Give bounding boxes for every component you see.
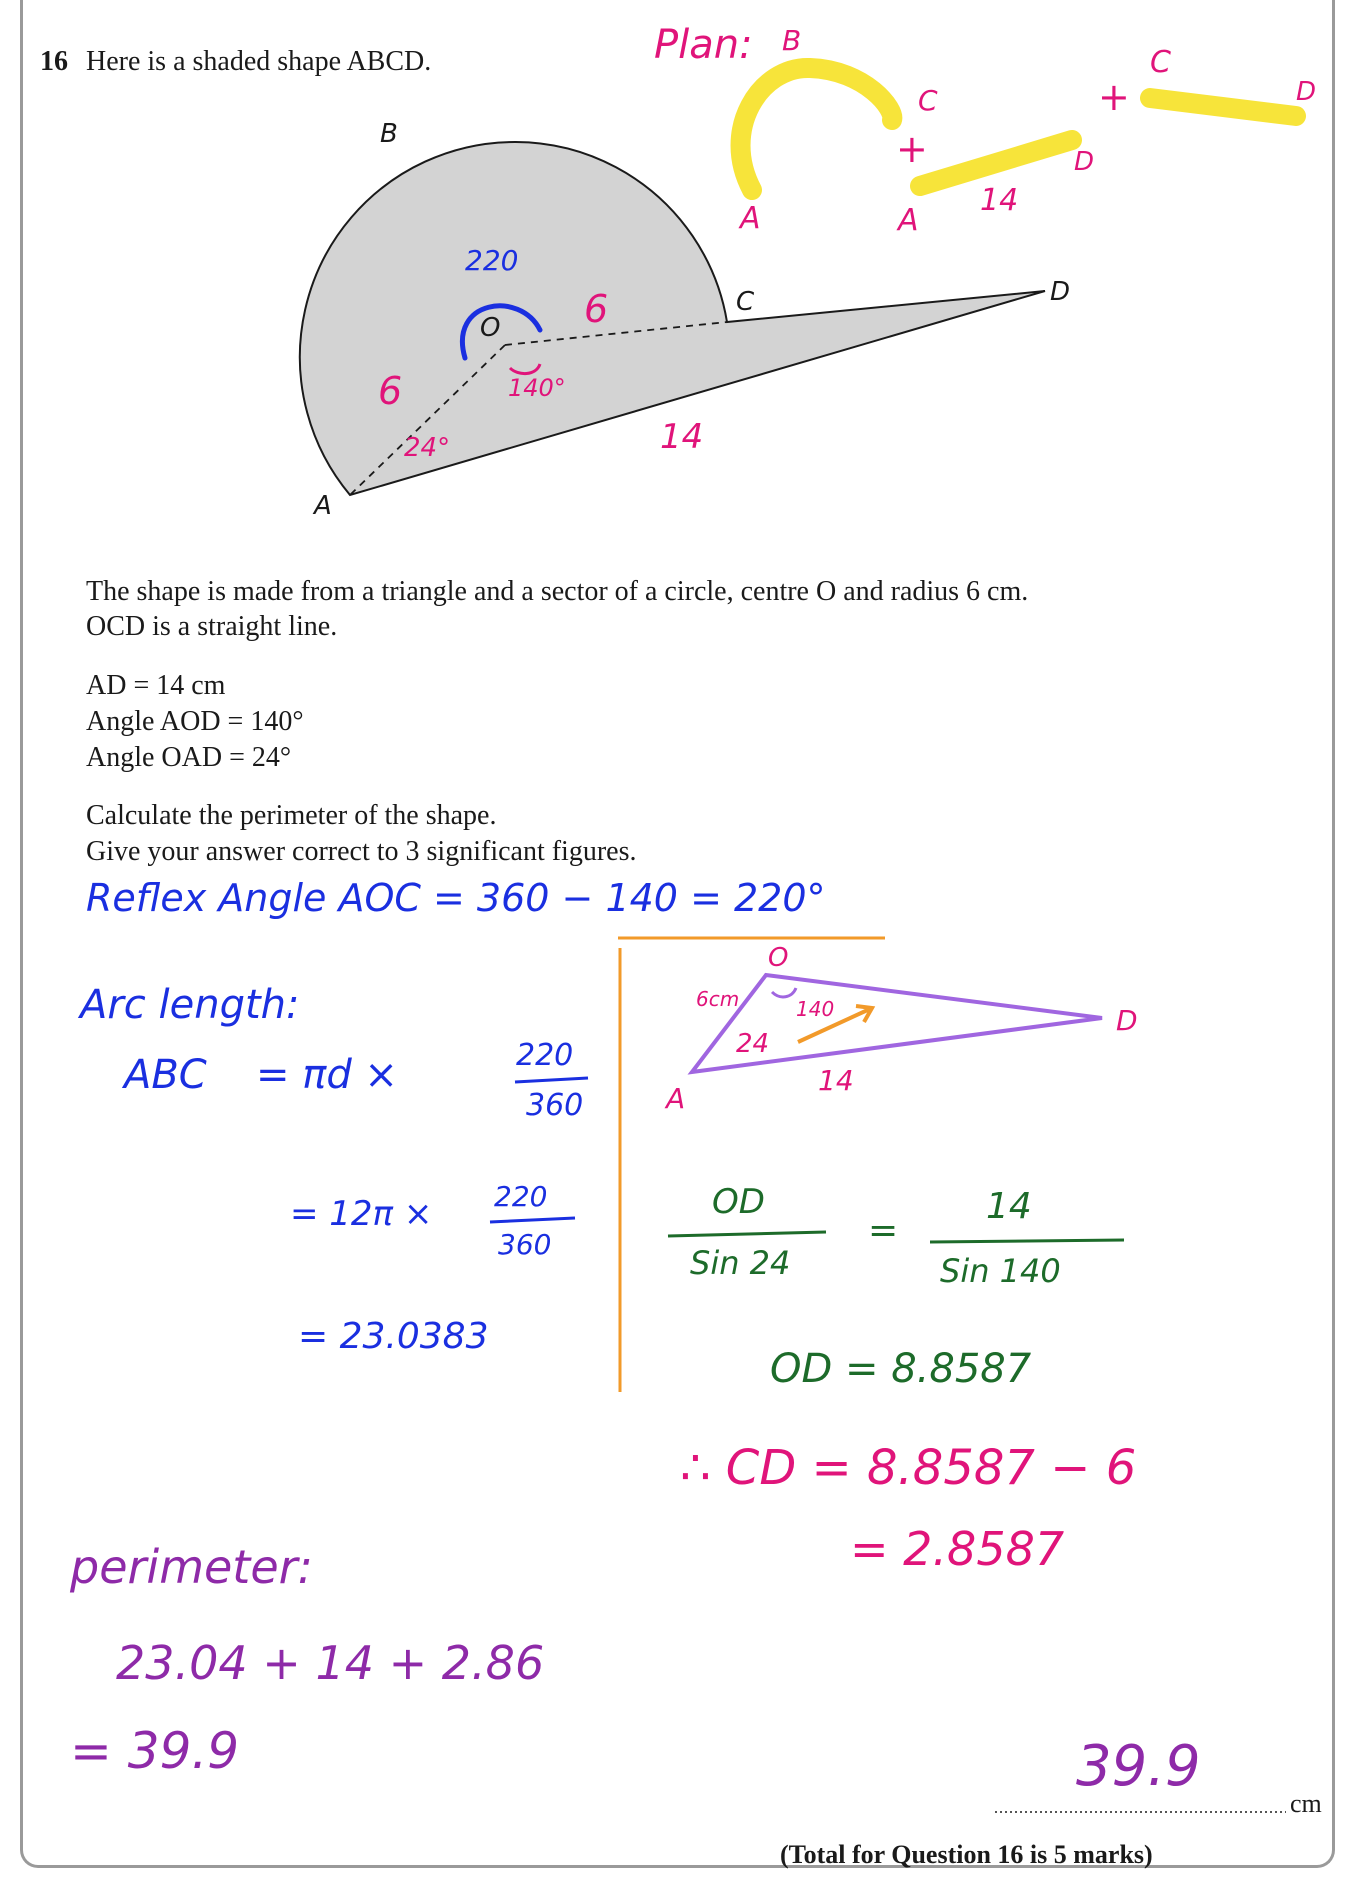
- given-angle-aod: Angle AOD = 140°: [86, 706, 304, 737]
- perimeter-result: = 39.9: [70, 1722, 240, 1780]
- frac-bar-2: [490, 1218, 575, 1222]
- final-answer: 39.9: [1076, 1734, 1201, 1799]
- plan-line2-d: D: [1296, 77, 1317, 107]
- od-result: OD = 8.8587: [770, 1346, 1032, 1392]
- frac-bar-1: [515, 1078, 588, 1082]
- given-ad: AD = 14 cm: [86, 670, 226, 701]
- working-arc-eq3: = 23.0383: [298, 1316, 489, 1357]
- sketch-label-a: A: [666, 1082, 686, 1115]
- frac-bar-sine-right: [930, 1240, 1124, 1242]
- working-arc-eq1: = πd ×: [256, 1052, 398, 1098]
- label-a: A: [314, 491, 332, 521]
- sine-den-left: Sin 24: [690, 1244, 791, 1282]
- plan-line2-c: C: [1150, 45, 1171, 80]
- working-reflex: Reflex Angle AOC = 360 − 140 = 220°: [86, 876, 826, 920]
- label-c: C: [736, 287, 755, 317]
- label-b: B: [380, 119, 398, 149]
- sine-num-right: 14: [986, 1186, 1032, 1227]
- sine-equals: =: [868, 1210, 899, 1251]
- annot-angle-aod: 140°: [508, 374, 566, 402]
- question-intro: Here is a shaded shape ABCD.: [86, 46, 432, 77]
- plan-line-a: A: [898, 203, 919, 238]
- annot-side-ad: 14: [660, 417, 704, 457]
- plan-title: Plan:: [654, 22, 753, 68]
- instruction-1: Calculate the perimeter of the shape.: [86, 800, 497, 831]
- plan-arc-c: C: [918, 84, 938, 117]
- plan-arc-a: A: [740, 201, 761, 236]
- plan-line-length: 14: [980, 183, 1019, 218]
- instruction-2: Give your answer correct to 3 significant figures.: [86, 836, 637, 867]
- sine-den-right: Sin 140: [940, 1252, 1061, 1290]
- question-description-1: The shape is made from a triangle and a sector of a circle, centre O and radius 6 cm.: [86, 576, 1029, 607]
- working-arc-title: Arc length:: [80, 982, 300, 1028]
- annot-radius-left: 6: [378, 369, 403, 413]
- cd-line-1: ∴ CD = 8.8587 − 6: [680, 1440, 1137, 1496]
- label-o: O: [480, 313, 501, 343]
- annot-radius-top: 6: [584, 287, 609, 331]
- plan-arc-b: B: [782, 24, 802, 57]
- question-number: 16: [40, 46, 68, 77]
- answer-unit: cm: [1290, 1789, 1322, 1818]
- sketch-label-angle-o: 140: [796, 997, 835, 1021]
- sketch-label-angle-a: 24: [736, 1029, 770, 1059]
- question-total: (Total for Question 16 is 5 marks): [780, 1840, 1153, 1869]
- perimeter-sum: 23.04 + 14 + 2.86: [116, 1636, 545, 1690]
- working-arc-abc: ABC: [124, 1052, 207, 1098]
- sketch-angle-o: [772, 988, 796, 997]
- working-arc-eq2-den: 360: [498, 1228, 552, 1261]
- plan-plus-1: +: [896, 127, 928, 171]
- working-arc-eq1-den: 360: [526, 1088, 584, 1123]
- annot-angle-oad: 24°: [404, 433, 451, 463]
- question-description-2: OCD is a straight line.: [86, 611, 338, 642]
- label-d: D: [1050, 277, 1071, 307]
- sketch-label-radius: 6cm: [696, 987, 740, 1011]
- annot-reflex: 220: [465, 244, 519, 277]
- plan-plus-2: +: [1098, 75, 1130, 119]
- plan-line-d: D: [1074, 147, 1095, 177]
- sketch-label-o: O: [768, 943, 789, 973]
- sine-num-left: OD: [712, 1182, 765, 1222]
- working-arc-eq2: = 12π ×: [290, 1194, 433, 1234]
- working-arc-eq1-num: 220: [516, 1038, 574, 1073]
- frac-bar-sine-left: [668, 1232, 826, 1236]
- sketch-label-side: 14: [818, 1064, 854, 1097]
- sketch-label-d: D: [1116, 1004, 1138, 1037]
- given-angle-oad: Angle OAD = 24°: [86, 742, 292, 773]
- cd-line-2: = 2.8587: [850, 1522, 1065, 1576]
- perimeter-title: perimeter:: [70, 1540, 314, 1594]
- working-arc-eq2-num: 220: [494, 1180, 548, 1213]
